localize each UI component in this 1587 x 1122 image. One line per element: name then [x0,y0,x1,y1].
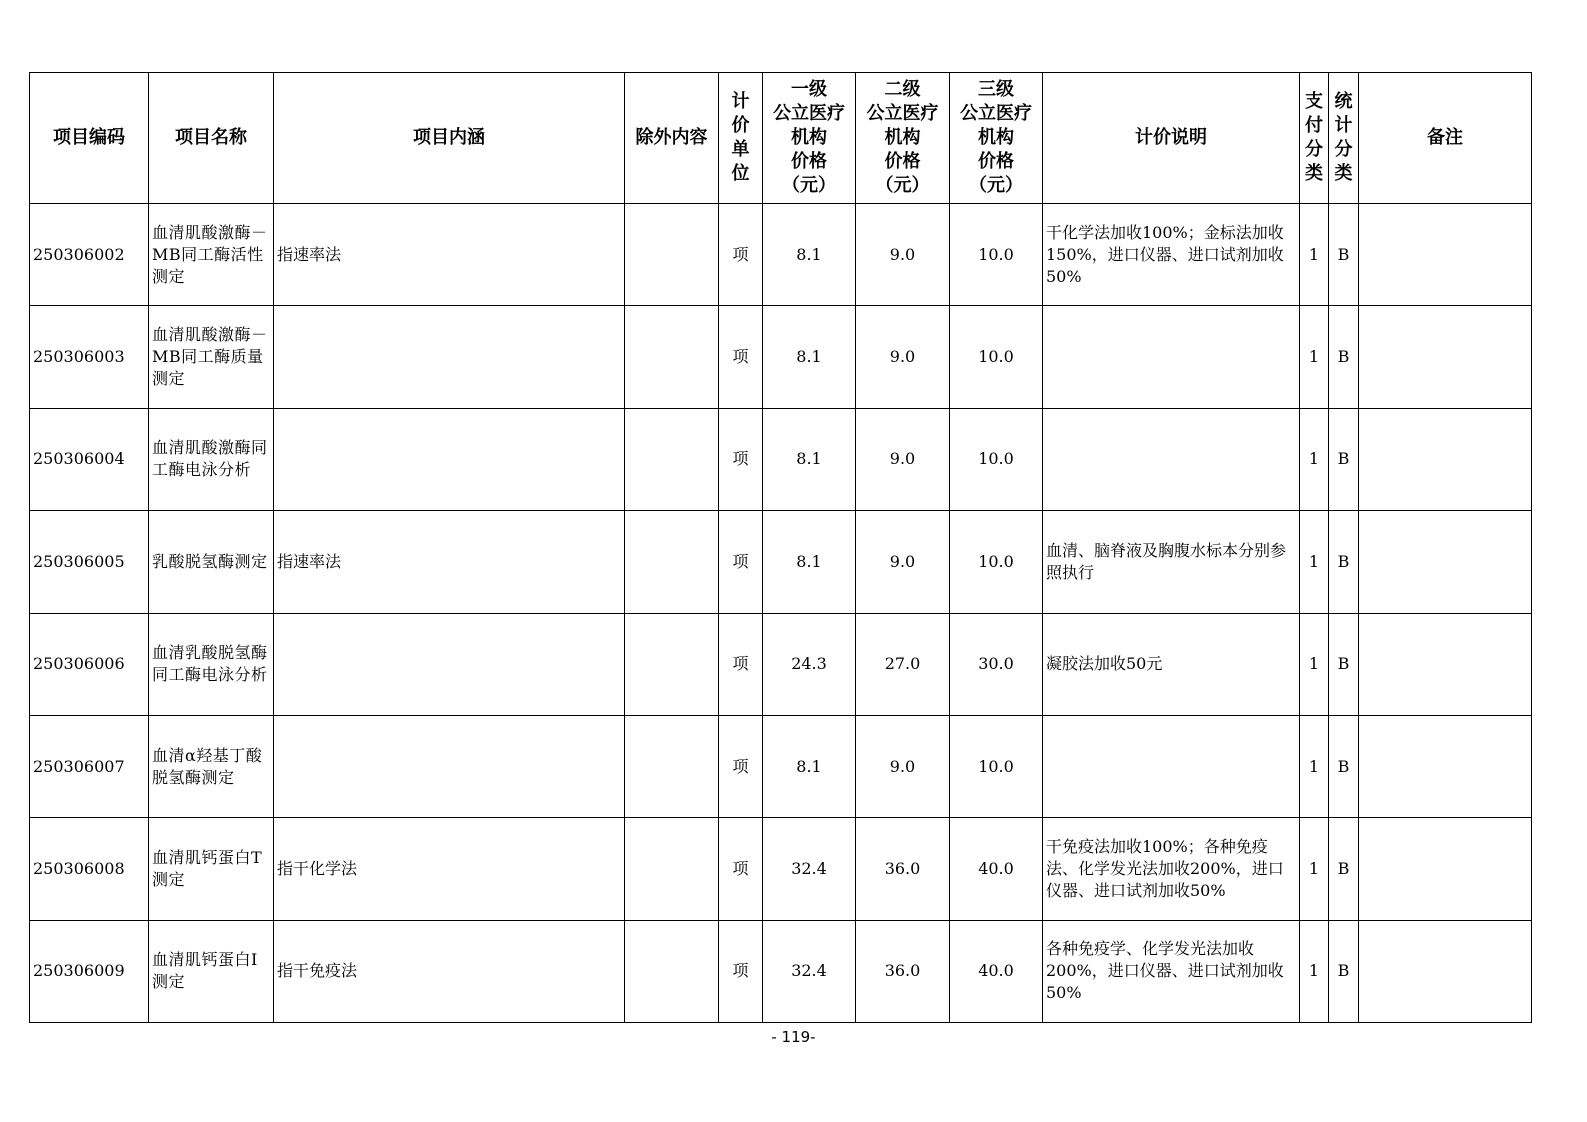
cell-payment-class: 1 [1300,204,1329,306]
header-price2-line: 机构 [884,127,921,148]
header-unit-line: 位 [731,163,750,184]
table-row [30,818,1532,920]
header-price1-line: 公立医疗 [773,103,845,124]
header-pricing-note: 计价说明 [1043,73,1300,204]
cell-price-level3: 30.0 [950,613,1043,715]
cell-unit: 项 [719,715,763,817]
header-pay-line: 付 [1305,115,1323,136]
cell-pricing-note: 干免疫法加收100%；各种免疫法、化学发光法加收200%，进口仪器、进口试剂加收50% [1043,818,1300,920]
table-row [30,715,1532,817]
cell-payment-class: 1 [1300,920,1329,1022]
cell-payment-class: 1 [1300,818,1329,920]
cell-exclusion [625,204,719,306]
cell-code: 250306002 [30,204,149,306]
header-row [30,73,1532,204]
cell-pricing-note [1043,306,1300,408]
header-unit-line: 单 [731,139,750,160]
cell-name: 血清肌酸激酶－MB同工酶活性测定 [149,204,274,306]
cell-unit: 项 [719,920,763,1022]
cell-unit: 项 [719,613,763,715]
cell-exclusion [625,306,719,408]
cell-price-level2: 27.0 [856,613,950,715]
cell-unit: 项 [719,818,763,920]
cell-price-level2: 9.0 [856,511,950,613]
cell-price-level1: 8.1 [763,715,856,817]
cell-price-level3: 10.0 [950,715,1043,817]
cell-payment-class: 1 [1300,306,1329,408]
header-unit [719,73,763,204]
cell-content [274,306,625,408]
cell-remarks [1359,920,1532,1022]
header-price1-line: 价格 [791,151,827,172]
cell-stat-class: B [1329,511,1359,613]
header-price3-line: 三级 [978,79,1014,100]
cell-price-level2: 36.0 [856,920,950,1022]
header-pay-line: 支 [1305,91,1323,112]
cell-stat-class: B [1329,920,1359,1022]
header-price3-line: （元） [969,175,1023,196]
table-row [30,306,1532,408]
header-price-level2 [856,73,950,204]
header-price2-line: 二级 [884,79,921,100]
header-code: 项目编码 [30,73,149,204]
cell-content [274,715,625,817]
cell-name: 乳酸脱氢酶测定 [149,511,274,613]
cell-pricing-note: 血清、脑脊液及胸腹水标本分别参照执行 [1043,511,1300,613]
header-content: 项目内涵 [274,73,625,204]
cell-exclusion [625,511,719,613]
cell-price-level1: 32.4 [763,818,856,920]
header-remarks: 备注 [1359,73,1532,204]
header-stat-line: 计 [1334,115,1353,136]
cell-price-level3: 10.0 [950,408,1043,510]
cell-unit: 项 [719,511,763,613]
cell-content: 指干化学法 [274,818,625,920]
cell-exclusion [625,920,719,1022]
cell-pricing-note: 各种免疫学、化学发光法加收200%，进口仪器、进口试剂加收50% [1043,920,1300,1022]
cell-code: 250306008 [30,818,149,920]
cell-name: 血清肌酸激酶－MB同工酶质量测定 [149,306,274,408]
cell-payment-class: 1 [1300,613,1329,715]
price-table [29,72,1532,1023]
cell-exclusion [625,715,719,817]
cell-remarks [1359,818,1532,920]
header-price-level3 [950,73,1043,204]
header-pay-line: 分 [1305,139,1323,160]
cell-code: 250306005 [30,511,149,613]
table-row [30,408,1532,510]
cell-name: 血清肌钙蛋白Ⅰ测定 [149,920,274,1022]
cell-unit: 项 [719,204,763,306]
cell-unit: 项 [719,306,763,408]
header-price3-line: 公立医疗 [960,103,1032,124]
cell-stat-class: B [1329,715,1359,817]
cell-payment-class: 1 [1300,511,1329,613]
header-stat-line: 统 [1334,91,1353,112]
cell-name: 血清肌酸激酶同工酶电泳分析 [149,408,274,510]
cell-price-level1: 32.4 [763,920,856,1022]
cell-price-level2: 9.0 [856,306,950,408]
cell-price-level3: 10.0 [950,511,1043,613]
header-price2-line: （元） [875,175,930,196]
header-exclusion: 除外内容 [625,73,719,204]
cell-name: 血清乳酸脱氢酶同工酶电泳分析 [149,613,274,715]
cell-remarks [1359,613,1532,715]
cell-price-level1: 8.1 [763,204,856,306]
cell-price-level1: 8.1 [763,306,856,408]
table-row [30,613,1532,715]
cell-price-level1: 8.1 [763,408,856,510]
cell-payment-class: 1 [1300,715,1329,817]
cell-code: 250306006 [30,613,149,715]
header-price-level1 [763,73,856,204]
cell-remarks [1359,204,1532,306]
cell-code: 250306007 [30,715,149,817]
cell-remarks [1359,306,1532,408]
cell-stat-class: B [1329,613,1359,715]
cell-name: 血清肌钙蛋白T测定 [149,818,274,920]
cell-price-level3: 10.0 [950,306,1043,408]
header-price1-line: 机构 [791,127,827,148]
header-pay-line: 类 [1305,163,1323,184]
cell-remarks [1359,511,1532,613]
cell-stat-class: B [1329,204,1359,306]
table-row [30,920,1532,1022]
cell-content: 指干免疫法 [274,920,625,1022]
cell-price-level1: 24.3 [763,613,856,715]
cell-exclusion [625,818,719,920]
header-unit-line: 价 [731,115,750,136]
table-row [30,204,1532,306]
header-price1-line: （元） [782,175,836,196]
cell-price-level2: 9.0 [856,715,950,817]
cell-stat-class: B [1329,306,1359,408]
table-row [30,511,1532,613]
cell-pricing-note [1043,715,1300,817]
cell-price-level3: 40.0 [950,818,1043,920]
cell-price-level3: 10.0 [950,204,1043,306]
header-payment-class [1300,73,1329,204]
cell-content [274,408,625,510]
cell-pricing-note: 干化学法加收100%；金标法加收150%，进口仪器、进口试剂加收50% [1043,204,1300,306]
header-unit-line: 计 [731,91,750,112]
cell-content: 指速率法 [274,511,625,613]
header-price2-line: 公立医疗 [866,103,939,124]
cell-pricing-note: 凝胶法加收50元 [1043,613,1300,715]
header-price1-line: 一级 [791,79,827,100]
cell-payment-class: 1 [1300,408,1329,510]
cell-remarks [1359,408,1532,510]
cell-price-level3: 40.0 [950,920,1043,1022]
cell-remarks [1359,715,1532,817]
cell-stat-class: B [1329,818,1359,920]
cell-content: 指速率法 [274,204,625,306]
cell-code: 250306009 [30,920,149,1022]
header-price2-line: 价格 [884,151,921,172]
cell-price-level2: 36.0 [856,818,950,920]
header-name: 项目名称 [149,73,274,204]
header-price3-line: 机构 [978,127,1014,148]
cell-pricing-note [1043,408,1300,510]
cell-stat-class: B [1329,408,1359,510]
page-number: - 119- [771,1028,816,1046]
cell-price-level2: 9.0 [856,204,950,306]
cell-content [274,613,625,715]
cell-name: 血清α羟基丁酸脱氢酶测定 [149,715,274,817]
header-stat-line: 类 [1334,163,1353,184]
cell-code: 250306003 [30,306,149,408]
cell-price-level1: 8.1 [763,511,856,613]
cell-unit: 项 [719,408,763,510]
cell-price-level2: 9.0 [856,408,950,510]
cell-exclusion [625,613,719,715]
cell-exclusion [625,408,719,510]
header-stat-line: 分 [1334,139,1353,160]
cell-code: 250306004 [30,408,149,510]
header-stat-class [1329,73,1359,204]
header-price3-line: 价格 [978,151,1014,172]
